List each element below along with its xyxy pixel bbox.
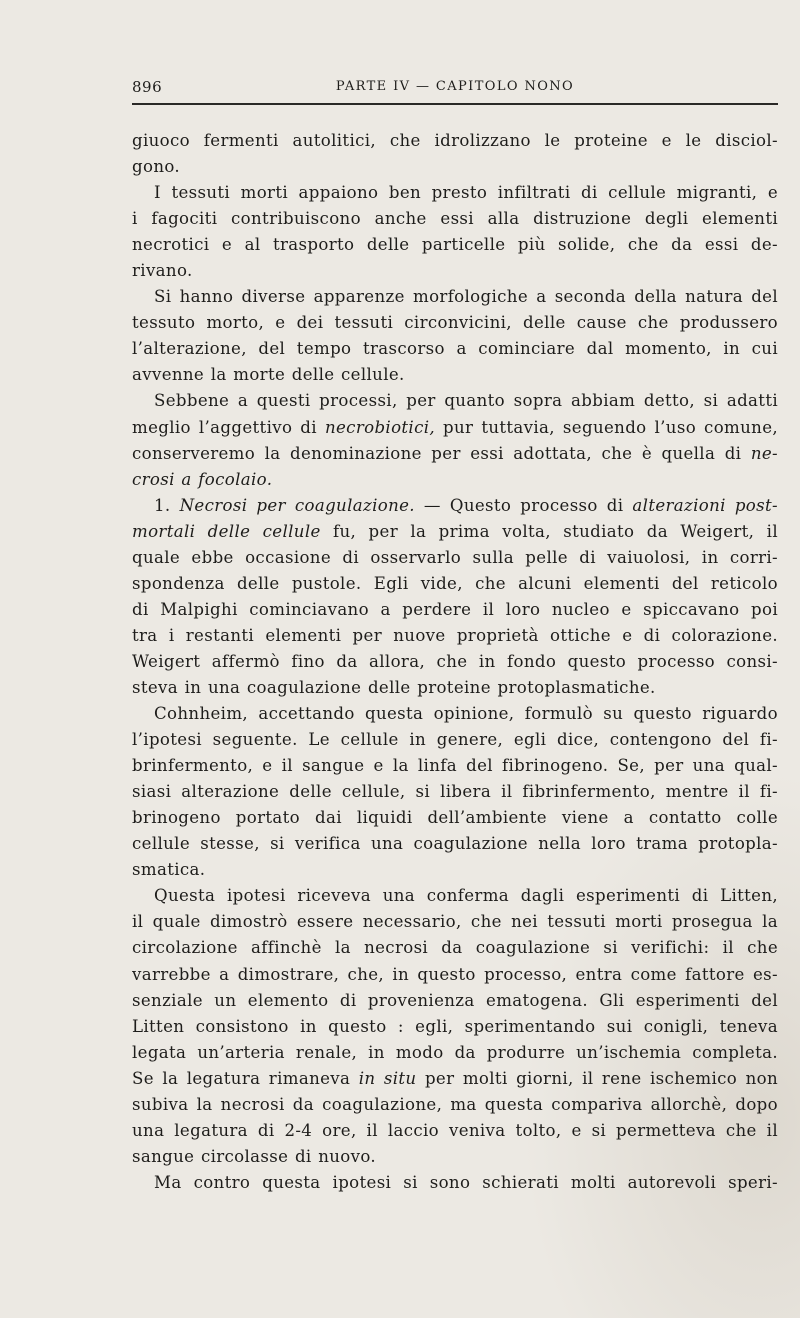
text-run: quale ebbe occasione di osservarlo sulla pelle di vaiuolosi, in corri- <box>132 547 778 567</box>
text-run: I tessuti morti appaiono ben presto infiltrati di cellule migranti, e <box>154 183 778 203</box>
text-line <box>132 1066 778 1092</box>
text-run: una legatura di 2-4 ore, il laccio veniva tolto, e si permetteva che il <box>132 1120 778 1140</box>
text-line <box>132 362 778 388</box>
italic-text: necrobiotici, <box>324 417 436 437</box>
italic-text: Necrosi per coagulazione. <box>179 495 415 515</box>
text-run: giuoco fermenti autolitici, che idrolizzano le proteine e le disciol- <box>132 131 778 150</box>
text-run: spondenza delle pustole. Egli vide, che alcuni elementi del reticolo <box>132 573 778 593</box>
text-run: varrebbe a dimostrare, che, in questo processo, entra come fattore es- <box>132 964 778 984</box>
text-run: pur tuttavia, seguendo l’uso comune, <box>435 417 778 437</box>
text-line <box>132 727 778 753</box>
text-line <box>132 675 778 701</box>
text-run: circolazione affinchè la necrosi da coagulazione si verifichi: il che <box>132 938 778 958</box>
text-run: Si hanno diverse apparenze morfologiche a seconda della natura del <box>154 287 778 307</box>
header-rule <box>132 103 778 105</box>
text-run: Ma contro questa ipotesi si sono schierati molti autorevoli speri- <box>154 1172 778 1192</box>
text-line <box>132 441 778 467</box>
text-run: i fagociti contribuiscono anche essi alla distruzione degli elementi <box>132 209 778 229</box>
text-run: subiva la necrosi da coagulazione, ma questa compariva allorchè, dopo <box>132 1094 778 1114</box>
text-run: legata un’arteria renale, in modo da produrre un’ischemia completa. <box>132 1042 778 1062</box>
text-run: conserveremo la denominazione per essi adottata, che è quella di <box>132 443 751 463</box>
text-line <box>132 154 778 180</box>
text-line <box>132 336 778 362</box>
text-line <box>132 206 778 232</box>
text-run: gono. <box>132 157 181 177</box>
text-line <box>132 831 778 857</box>
text-run: 1. <box>154 495 180 515</box>
text-line <box>132 701 778 727</box>
text-run: fu, per la prima volta, studiato da Weigert, il <box>320 521 778 541</box>
text-run: steva in una coagulazione delle proteine protoplasmatiche. <box>132 677 656 697</box>
text-line <box>132 180 778 206</box>
text-line <box>132 883 778 909</box>
text-line <box>132 805 778 831</box>
text-line <box>132 857 778 883</box>
text-run: l’ipotesi seguente. Le cellule in genere, egli dice, contengono del fi- <box>132 730 778 750</box>
running-head: PARTE IV — CAPITOLO NONO <box>335 79 575 94</box>
text-run: sangue circolasse di nuovo. <box>132 1146 377 1166</box>
text-line <box>132 415 778 441</box>
text-run: per molti giorni, il rene ischemico non <box>416 1068 778 1088</box>
text-line <box>132 962 778 988</box>
text-run: Litten consistono in questo : egli, sperimentando sui conigli, teneva <box>132 1016 778 1036</box>
text-run: brinfermento, e il sangue e la linfa del fibrinogeno. Se, per una qual- <box>132 756 778 776</box>
text-line <box>132 493 778 519</box>
text-run: Sebbene a questi processi, per quanto sopra abbiam detto, si adatti <box>154 391 778 411</box>
text-run: necrotici e al trasporto delle particelle più solide, che da essi de- <box>132 235 778 255</box>
text-run: il quale dimostrò essere necessario, che nei tessuti morti prosegua la <box>132 912 778 932</box>
text-line <box>132 1092 778 1118</box>
text-line <box>132 779 778 805</box>
text-line <box>132 571 778 597</box>
text-line <box>132 128 778 154</box>
text-run: Cohnheim, accettando questa opinione, formulò su questo riguardo <box>154 704 778 724</box>
text-line <box>132 597 778 623</box>
text-run: siasi alterazione delle cellule, si libera il fibrinfermento, mentre il fi- <box>132 782 778 802</box>
text-line <box>132 284 778 310</box>
text-line <box>132 467 778 493</box>
text-run: brinogeno portato dai liquidi dell’ambiente viene a contatto colle <box>132 808 778 828</box>
text-run: rivano. <box>132 261 193 281</box>
text-run: Weigert affermò fino da allora, che in fondo questo processo consi- <box>132 651 778 671</box>
italic-text: in situ <box>358 1068 417 1088</box>
text-line <box>132 310 778 336</box>
text-line <box>132 1170 778 1196</box>
text-line <box>132 988 778 1014</box>
text-run: l’alterazione, del tempo trascorso a cominciare dal momento, in cui <box>132 339 778 359</box>
text-line <box>132 1144 778 1170</box>
text-line <box>132 232 778 258</box>
text-run: Se la legatura rimaneva <box>132 1068 359 1088</box>
text-line <box>132 1014 778 1040</box>
body-text <box>132 128 778 1196</box>
text-line <box>132 1118 778 1144</box>
text-line <box>132 388 778 414</box>
text-run: smatica. <box>132 860 206 880</box>
text-run: cellule stesse, si verifica una coagulazione nella loro trama protopla- <box>132 834 778 854</box>
text-run: avvenne la morte delle cellule. <box>132 365 405 385</box>
text-run: di Malpighi cominciavano a perdere il loro nucleo e spiccavano poi <box>132 599 778 619</box>
italic-text: ne- <box>750 443 778 463</box>
text-run: — Questo processo di <box>414 495 633 515</box>
text-line <box>132 519 778 545</box>
text-line <box>132 545 778 571</box>
text-run: meglio l’aggettivo di <box>132 417 325 437</box>
italic-text: mortali delle cellule <box>132 521 321 541</box>
text-line <box>132 909 778 935</box>
italic-text: alterazioni post- <box>632 495 778 515</box>
text-run: senziale un elemento di provenienza ematogena. Gli esperimenti del <box>132 990 778 1010</box>
text-run: tra i restanti elementi per nuove proprietà ottiche e di colorazione. <box>132 625 778 645</box>
page-header <box>132 78 778 106</box>
text-line <box>132 258 778 284</box>
text-line <box>132 1040 778 1066</box>
text-line <box>132 623 778 649</box>
page-number: 896 <box>132 78 163 96</box>
text-line <box>132 649 778 675</box>
text-run: Questa ipotesi riceveva una conferma dagli esperimenti di Litten, <box>154 886 778 906</box>
italic-text: crosi a focolaio. <box>132 469 273 489</box>
text-line <box>132 753 778 779</box>
text-line <box>132 935 778 961</box>
text-run: tessuto morto, e dei tessuti circonvicini, delle cause che produssero <box>132 313 778 333</box>
